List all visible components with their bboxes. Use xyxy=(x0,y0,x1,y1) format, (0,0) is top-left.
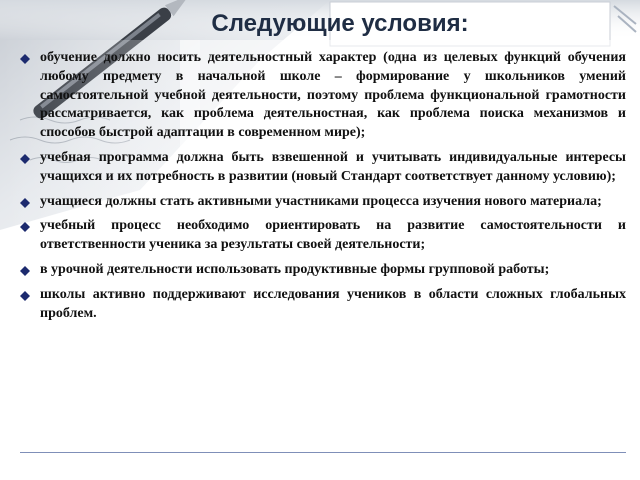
list-item-text: в урочной деятельности использовать продуктивные формы групповой работы; xyxy=(40,261,550,277)
list-item xyxy=(20,261,626,280)
bottom-divider xyxy=(20,452,626,453)
list-item xyxy=(20,193,626,212)
list-item xyxy=(20,49,626,143)
list-item-text: учащиеся должны стать активными участниками процесса изучения нового материала; xyxy=(40,193,602,209)
list-item-text: обучение должно носить деятельностный характер (одна из целевых функций обучения любому предмету в начальной школе – формирование у школьников умений самостоятельной учебной деятельности, поэтому проблема функциональной грамотности рассматривается, как проблема деятельностная, как проблема поиска механизмов и способов быстрой адаптации в современном мире); xyxy=(40,50,626,141)
slide-title: Следующие условия: xyxy=(211,10,469,37)
list-item xyxy=(20,286,626,324)
list-item-text: учебная программа должна быть взвешенной и учитывать индивидуальные интересы учащихся и их потребность в развитии (новый Стандарт соответствует данному условию); xyxy=(40,149,626,184)
list-item-text: учебный процесс необходимо ориентировать на развитие самостоятельности и ответственности ученика за результаты своей деятельности; xyxy=(40,218,626,253)
diamond-bullet-icon xyxy=(20,54,30,64)
diamond-bullet-icon xyxy=(20,154,30,164)
diamond-bullet-icon xyxy=(20,291,30,301)
diamond-bullet-icon xyxy=(20,266,30,276)
list-item xyxy=(20,149,626,187)
diamond-bullet-icon xyxy=(20,222,30,232)
diamond-bullet-icon xyxy=(20,198,30,208)
conditions-list xyxy=(20,49,626,329)
list-item xyxy=(20,217,626,255)
list-item-text: школы активно поддерживают исследования учеников в области сложных глобальных проблем. xyxy=(40,286,626,321)
